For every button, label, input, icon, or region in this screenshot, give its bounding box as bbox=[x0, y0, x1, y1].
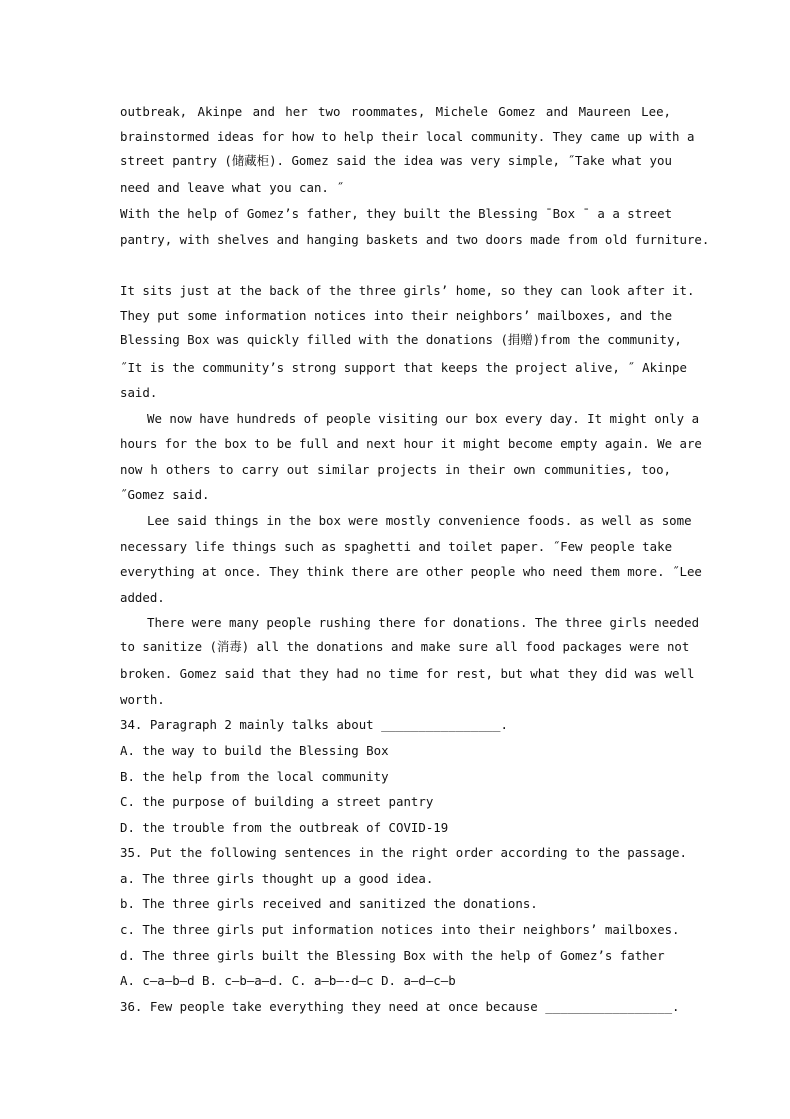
passage-line: We now have hundreds of people visiting our box every day. It might only a bbox=[147, 411, 700, 426]
question-34: 34. Paragraph 2 mainly talks about ________________. bbox=[120, 717, 508, 732]
option-line: B. the help from the local community bbox=[120, 769, 389, 784]
passage-line: now h others to carry out similar projects in their own communities, too, bbox=[120, 462, 671, 477]
passage-line: ˝It is the community’s strong support that keeps the project alive, ˝ Akinpe bbox=[120, 360, 687, 375]
passage-line: said. bbox=[120, 385, 158, 400]
passage-line: With the help of Gomez’s father, they built the Blessing ˉBox ˉ a a street bbox=[120, 206, 673, 221]
passage-line: to sanitize (消毒) all the donations and make sure all food packages were not bbox=[120, 639, 690, 654]
sentence-line: b. The three girls received and sanitized the donations. bbox=[120, 896, 538, 911]
passage-line: It sits just at the back of the three girls’ home, so they can look after it. bbox=[120, 283, 695, 298]
passage-line: brainstormed ideas for how to help their local community. They came up with a bbox=[120, 129, 695, 144]
passage-line: necessary life things such as spaghetti and toilet paper. ˝Few people take bbox=[120, 539, 673, 554]
passage-line: outbreak, Akinpe and her two roommates, Michele Gomez and Maureen Lee, bbox=[120, 104, 671, 119]
passage-line: Lee said things in the box were mostly convenience foods. as well as some bbox=[147, 513, 692, 528]
passage-line: added. bbox=[120, 590, 165, 605]
passage-line: worth. bbox=[120, 692, 165, 707]
sentence-line: a. The three girls thought up a good idea. bbox=[120, 871, 434, 886]
passage-line: There were many people rushing there for donations. The three girls needed bbox=[147, 615, 700, 630]
option-line: D. the trouble from the outbreak of COVID-19 bbox=[120, 820, 449, 835]
sentence-line: d. The three girls built the Blessing Box with the help of Gomez’s father bbox=[120, 948, 665, 963]
passage-line: everything at once. They think there are other people who need them more. ˝Lee bbox=[120, 564, 702, 579]
option-line: C. the purpose of building a street pantry bbox=[120, 794, 434, 809]
passage-line: pantry, with shelves and hanging baskets and two doors made from old furniture. bbox=[120, 232, 710, 247]
option-line: A. the way to build the Blessing Box bbox=[120, 743, 389, 758]
passage-line: ˝Gomez said. bbox=[120, 487, 210, 502]
passage-line: hours for the box to be full and next hour it might become empty again. We are bbox=[120, 436, 702, 451]
sentence-line: c. The three girls put information notices into their neighbors’ mailboxes. bbox=[120, 922, 680, 937]
question-35: 35. Put the following sentences in the right order according to the passage. bbox=[120, 845, 687, 860]
question-36: 36. Few people take everything they need at once because _________________. bbox=[120, 999, 680, 1014]
option-line: A. c—a—b—d B. c—b—a—d. C. a—b—-d—c D. a—d—c—b bbox=[120, 973, 456, 988]
passage-line: They put some information notices into their neighbors’ mailboxes, and the bbox=[120, 308, 673, 323]
passage-line: broken. Gomez said that they had no time for rest, but what they did was well bbox=[120, 666, 695, 681]
passage-line: Blessing Box was quickly filled with the donations (捐赠)from the community, bbox=[120, 332, 682, 347]
passage-line: street pantry (储藏柜). Gomez said the idea was very simple, ˝Take what you bbox=[120, 153, 672, 168]
passage-line: need and leave what you can. ˝ bbox=[120, 180, 344, 195]
